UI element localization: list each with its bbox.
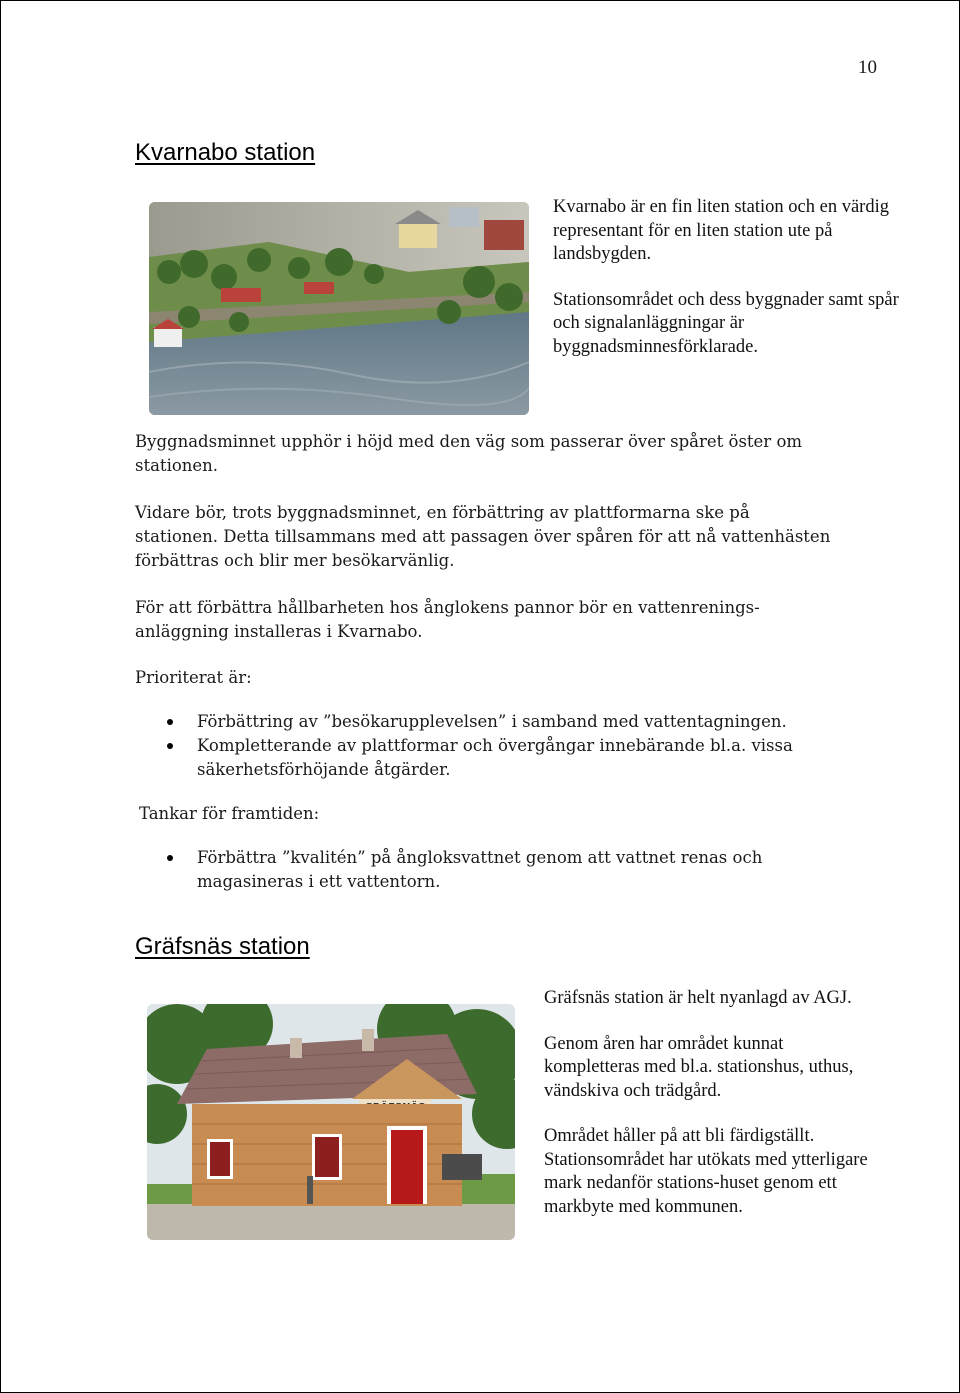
kvarnabo-paragraph-2: Vidare bör, trots byggnadsminnet, en förbättring av plattformarna ske på stationen. Detta tillsammans med att passagen över spåren för att nå vattenhästen förbättras och blir mer besökarvänlig. [135,503,831,570]
kvarnabo-paragraph-1: Byggnadsminnet upphör i höjd med den väg som passerar över spåret öster om stationen. [135,432,803,475]
prioritized-label: Prioriterat är: [135,668,252,687]
kvarnabo-side-paragraph: Stationsområdet och dess byggnader samt spår och signalanläggningar är byggnadsminnesförklarade. [553,289,899,357]
list-item: Förbättring av ”besökarupplevelsen” i samband med vattentagningen. [135,710,835,734]
list-item: Kompletterande av plattformar och övergångar innebärande bl.a. vissa säkerhetsförhöjande åtgärder. [135,734,835,782]
prioritized-list [135,710,835,782]
page-number: 10 [858,57,877,78]
grafsnas-side-paragraph: Genom åren har området kunnat kompletteras med bl.a. stationshus, uthus, vändskiva och trädgård. [544,1033,854,1101]
kvarnabo-side-text [553,196,923,381]
kvarnabo-heading: Kvarnabo station [135,139,316,166]
grafsnas-side-paragraph: Gräfsnäs station är helt nyanlagd av AGJ. [544,988,852,1008]
aerial-station-photo [149,202,529,415]
kvarnabo-paragraph-3: För att förbättra hållbarheten hos ånglokens pannor bör en vattenrenings-anläggning installeras i Kvarnabo. [135,598,760,641]
list-item: Förbättra ”kvalitén” på ångloksvattnet genom att vattnet renas och magasineras i ett vattentorn. [135,846,835,894]
kvarnabo-side-paragraph: Kvarnabo är en fin liten station och en värdig representant för en liten station ute på landsbygden. [553,197,889,264]
station-house-photo [147,1004,515,1240]
grafsnas-heading: Gräfsnäs station [135,933,310,960]
future-list [135,846,835,894]
future-label: Tankar för framtiden: [139,804,320,823]
grafsnas-side-text [544,987,874,1241]
grafsnas-side-paragraph: Området håller på att bli färdigställt. Stationsområdet har utökats med ytterligare mark nedanför stations-huset genom ett markbyte med kommunen. [544,1126,868,1217]
